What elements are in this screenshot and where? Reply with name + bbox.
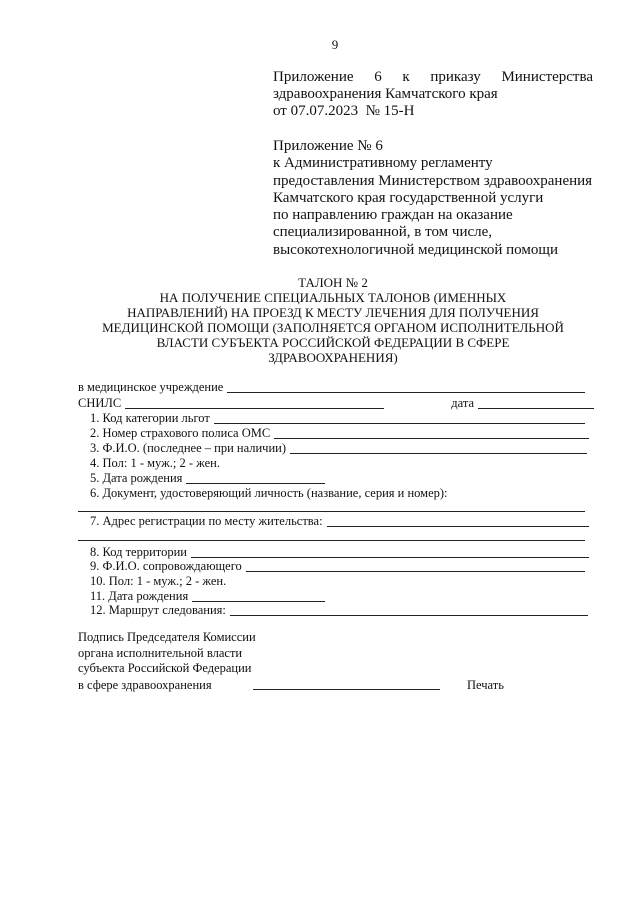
stamp-label: Печать [467,678,504,692]
regulation-appendix-line: по направлению граждан на оказание [273,207,513,224]
institution-label: в медицинское учреждение [78,380,224,394]
companion-name-fill-line [246,571,585,572]
regulation-appendix-line: к Административному регламенту [273,155,493,172]
regulation-appendix-line: предоставления Министерством здравоохранения [273,172,593,189]
insurance-policy-row [90,425,589,441]
sex-row [90,455,220,471]
birth-date-row [90,470,325,486]
sex-label: 4. Пол: 1 - муж.; 2 - жен. [90,456,220,470]
date-label: дата [451,396,474,410]
full-name-row [90,440,587,456]
order-appendix-line: здравоохранения Камчатского края [273,86,498,102]
route-fill-line [230,615,588,616]
regulation-appendix-line: Камчатского края государственной услуги [273,189,544,206]
regulation-appendix-block [273,138,618,259]
regulation-appendix-line: высокотехнологичной медицинской помощи [273,241,558,258]
signature-caption-line: Подпись Председателя Комиссии [78,630,256,644]
companion-name-row [90,558,585,574]
birth-date-fill-line [186,483,325,484]
signature-caption-line: органа исполнительной власти [78,645,243,660]
institution-fill-line [227,392,585,393]
identity-document-fill-line [78,511,585,512]
title-line: НА ПОЛУЧЕНИЕ СПЕЦИАЛЬНЫХ ТАЛОНОВ (ИМЕННЫХ [159,290,507,305]
territory-code-label: 8. Код территории [90,545,187,559]
companion-sex-label: 10. Пол: 1 - муж.; 2 - жен. [90,574,227,588]
identity-document-label: 6. Документ, удостоверяющий личность (название, серия и номер): [90,486,448,500]
title-line: ЗДРАВООХРАНЕНИЯ) [268,350,398,365]
regulation-appendix-line: специализированной, в том числе, [273,224,493,241]
route-row [90,602,588,618]
identity-document-row [90,485,448,501]
registration-address-row [90,513,589,529]
title-line: МЕДИЦИНСКОЙ ПОМОЩИ (ЗАПОЛНЯЕТСЯ ОРГАНОМ ИСПОЛНИТЕЛЬНОЙ [102,320,564,335]
registration-address-extra-fill-line [78,540,585,541]
date-fill-line [478,408,594,409]
full-name-fill-line [290,453,587,454]
title-line: НАПРАВЛЕНИЙ) НА ПРОЕЗД К МЕСТУ ЛЕЧЕНИЯ ДЛЯ ПОЛУЧЕНИЯ [127,305,539,320]
order-appendix-line: Приложение 6 к приказу Министерства [273,69,593,85]
insurance-policy-fill-line [274,438,589,439]
order-appendix-date-number: от 07.07.2023 № 15-Н [273,103,415,119]
benefit-category-fill-line [214,423,585,424]
birth-date-label: 5. Дата рождения [90,471,183,485]
snils-row [78,395,594,411]
benefit-category-label: 1. Код категории льгот [90,411,210,425]
order-appendix-block [273,69,593,120]
title-line: ВЛАСТИ СУБЪЕКТА РОССИЙСКОЙ ФЕДЕРАЦИИ В СФЕРЕ [156,335,510,350]
signature-fill-line [253,689,440,690]
page-number: 9 [331,37,339,52]
registration-address-fill-line [327,526,589,527]
institution-row [78,379,585,395]
regulation-appendix-line: Приложение № 6 [273,138,383,154]
route-label: 12. Маршрут следования: [90,603,226,617]
companion-name-label: 9. Ф.И.О. сопровождающего [90,559,242,573]
document-title [40,275,626,365]
full-name-label: 3. Ф.И.О. (последнее – при наличии) [90,441,287,455]
benefit-category-row [90,410,585,426]
snils-label: СНИЛС [78,396,122,410]
registration-address-label: 7. Адрес регистрации по месту жительства: [90,514,323,528]
insurance-policy-label: 2. Номер страхового полиса ОМС [90,426,271,440]
signature-block [78,630,256,677]
companion-sex-row [90,573,226,589]
companion-birth-date-label: 11. Дата рождения [90,589,189,603]
title-line: ТАЛОН № 2 [298,275,368,290]
snils-fill-line [125,408,384,409]
signature-caption-line: в сфере здравоохранения [78,678,212,692]
signature-caption-line: субъекта Российской Федерации [78,661,252,676]
